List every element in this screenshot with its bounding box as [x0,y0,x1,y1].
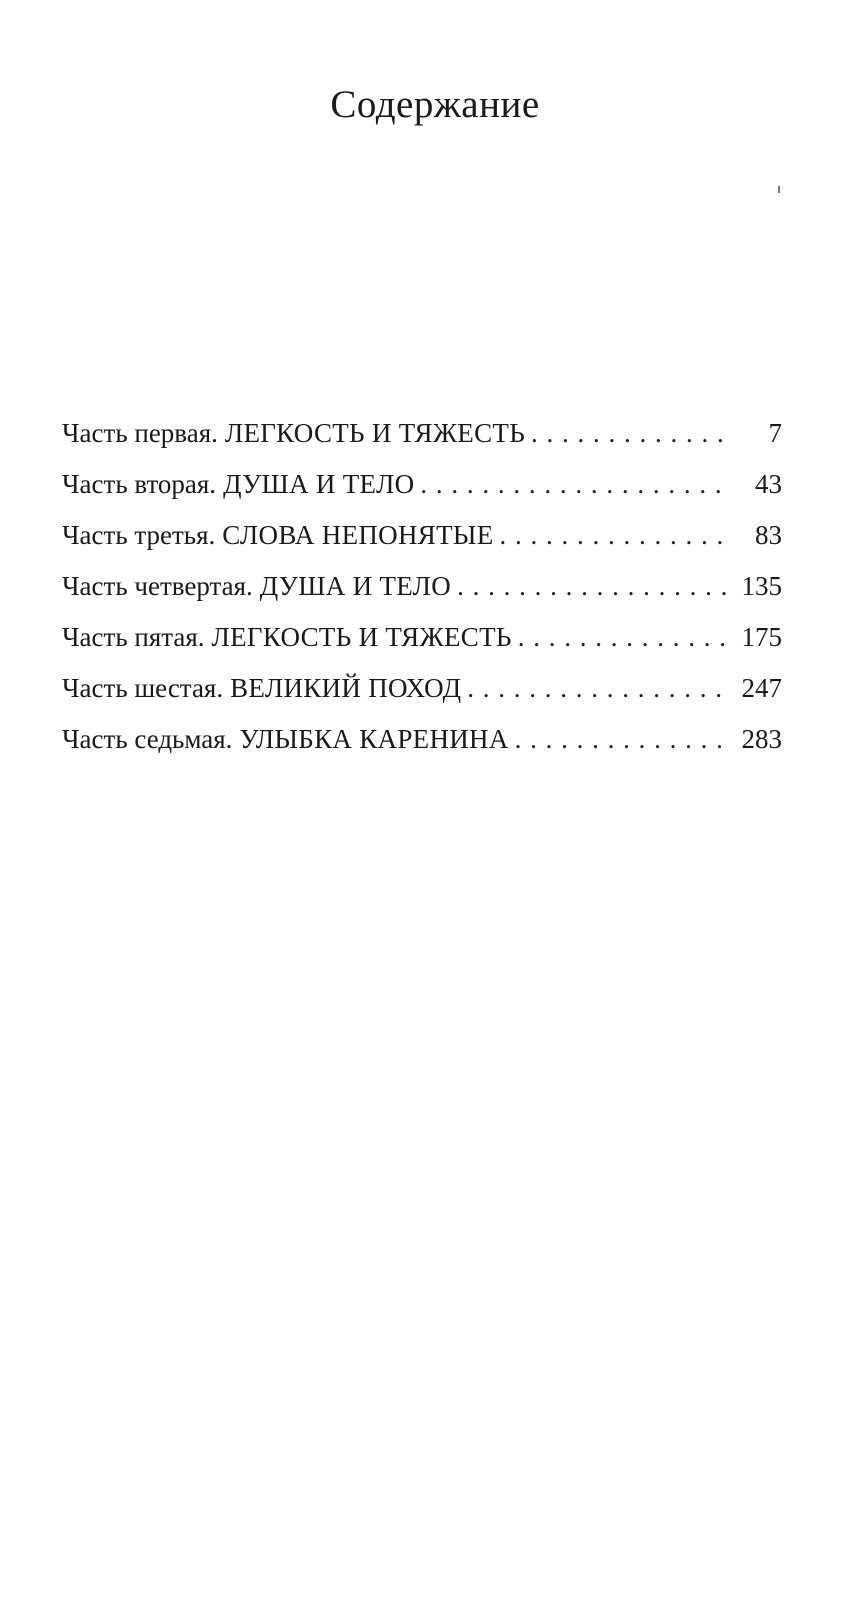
toc-entry-page: 7 [768,418,782,448]
toc-entry-title: ДУША И ТЕЛО [259,571,452,601]
toc-entry-page: 247 [741,673,782,703]
dot-leader [457,571,732,602]
toc-entry-part: Часть первая. [62,418,218,448]
print-speck [778,186,780,193]
toc-entry-title: ВЕЛИКИЙ ПОХОД [230,673,462,703]
table-of-contents [62,418,782,775]
dot-leader [500,520,732,551]
toc-entry-page: 175 [741,622,782,652]
toc-entry [62,622,782,673]
toc-entry [62,673,782,724]
toc-entry-title: ЛЕГКОСТЬ И ТЯЖЕСТЬ [211,622,512,652]
toc-entry-title: ЛЕГКОСТЬ И ТЯЖЕСТЬ [224,418,526,448]
toc-entry [62,724,782,775]
toc-entry-part: Часть четвертая. [62,571,253,601]
toc-entry [62,520,782,571]
toc-entry [62,418,782,469]
toc-entry-title: УЛЫБКА КАРЕНИНА [239,724,509,754]
toc-entry-page: 43 [755,469,782,499]
toc-entry-page: 83 [755,520,782,550]
toc-entry-part: Часть пятая. [62,622,205,652]
dot-leader [518,622,732,653]
toc-entry-part: Часть шестая. [62,673,224,703]
toc-entry [62,469,782,520]
dot-leader [531,418,732,449]
page-title: Содержание [330,83,540,126]
toc-entry-part: Часть третья. [62,520,216,550]
toc-entry-part: Часть вторая. [62,469,217,499]
toc-entry-title: ДУША И ТЕЛО [223,469,415,499]
dot-leader [420,469,732,500]
dot-leader [515,724,732,755]
toc-entry-part: Часть седьмая. [62,724,233,754]
dot-leader [467,673,732,704]
toc-entry-title: СЛОВА НЕПОНЯТЫЕ [222,520,494,550]
toc-entry-page: 135 [741,571,782,601]
toc-entry [62,571,782,622]
toc-entry-page: 283 [741,724,782,754]
